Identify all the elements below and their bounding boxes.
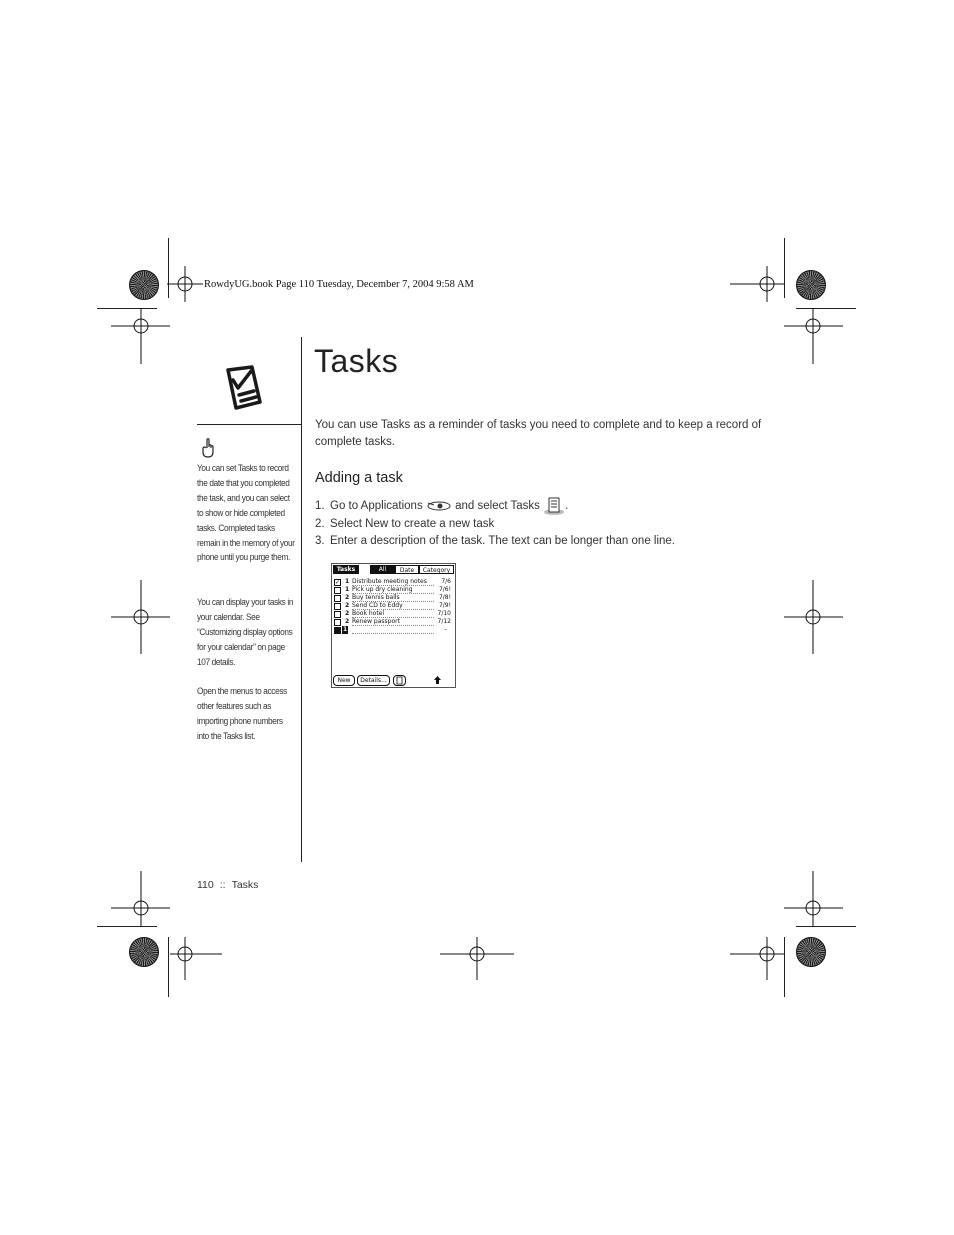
step-number: 1. [315,500,325,513]
note-button [393,675,406,686]
checkbox-icon [334,603,341,610]
tab-date: Date [395,565,419,574]
table-row [334,618,453,626]
task-due: 7/8! [438,594,451,601]
list-item [315,516,775,534]
tasks-app-icon [543,497,565,515]
step-text: and select Tasks [455,500,540,513]
step-text: Select New to create a new task [330,517,495,530]
task-due: 7/6! [438,586,451,593]
table-row [334,610,453,618]
sidebar-note: You can display your tasks in your calendar. See “Customizing display options for your calendar” on page 107 details. [197,597,294,668]
task-priority: 2 [345,618,350,625]
tab-category: Category [419,565,454,574]
task-priority: 2 [345,610,350,617]
steps-list [315,497,775,551]
checkbox-checked-icon: ✓ [335,579,341,586]
checkbox-icon [334,627,341,634]
page-footer [197,879,258,891]
footer-separator: :: [219,879,226,891]
task-description: Send CD to Eddy [352,602,434,610]
task-description [352,626,434,634]
sidebar-rule [197,424,301,425]
step-text: Go to Applications [330,500,423,513]
table-row [334,578,453,586]
task-description: Book hotel [352,610,434,618]
note-icon [395,676,404,685]
intro-paragraph: You can use Tasks as a reminder of tasks you need to complete and to keep a record of complete tasks. [315,419,762,448]
footer-section: Tasks [231,879,259,891]
step-number: 3. [315,535,325,548]
scroll-up-arrow-icon [433,675,442,685]
checkbox-icon [334,595,341,602]
palm-title: Tasks [333,565,359,574]
new-button: New [333,675,355,686]
palm-titlebar [333,565,454,574]
task-due: 7/6 [441,578,451,585]
task-priority: 1 [343,626,348,633]
print-header: RowdyUG.book Page 110 Tuesday, December 7, 2004 9:58 AM [204,279,474,290]
task-description: Buy tennis balls [352,594,434,602]
task-priority: 2 [345,602,350,609]
list-item [315,533,775,551]
task-due: 7/9! [438,602,451,609]
task-description: Pick up dry cleaning [352,586,434,594]
column-divider [301,337,302,862]
task-due: 7/10 [437,610,451,617]
table-row [334,626,453,634]
sidebar-note: You can set Tasks to record the date that you completed the task, and you can select to show or hide completed tasks. Completed tasks remain in the memory of your phone until you purge them. [197,463,295,564]
list-item [315,497,775,516]
table-row [334,594,453,602]
tasks-checklist-icon [222,364,266,412]
task-description: Renew passport [352,618,434,626]
sidebar-note: Open the menus to access other features such as importing phone numbers into the Tasks list. [197,686,287,742]
details-button: Details... [357,675,390,686]
step-text: Enter a description of the task. The text can be longer than one line. [330,535,676,548]
section-heading: Adding a task [315,470,403,486]
task-due: 7/12 [437,618,451,625]
task-due: – [444,626,447,633]
checkbox-icon [334,611,341,618]
tab-all: All [370,565,395,574]
task-priority: 1 [345,578,350,585]
tasks-screenshot [331,563,456,688]
table-row [334,602,453,610]
step-number: 2. [315,517,325,530]
checkbox-icon [334,587,341,594]
pointing-hand-icon [199,437,217,459]
page-title: Tasks [314,343,399,379]
page-number: 110 [197,879,214,891]
step-text: . [565,500,569,513]
table-row [334,586,453,594]
applications-icon [426,500,452,512]
task-description: Distribute meeting notes [352,578,434,586]
task-priority: 1 [345,586,350,593]
task-priority: 2 [345,594,350,601]
checkbox-icon [334,619,341,626]
